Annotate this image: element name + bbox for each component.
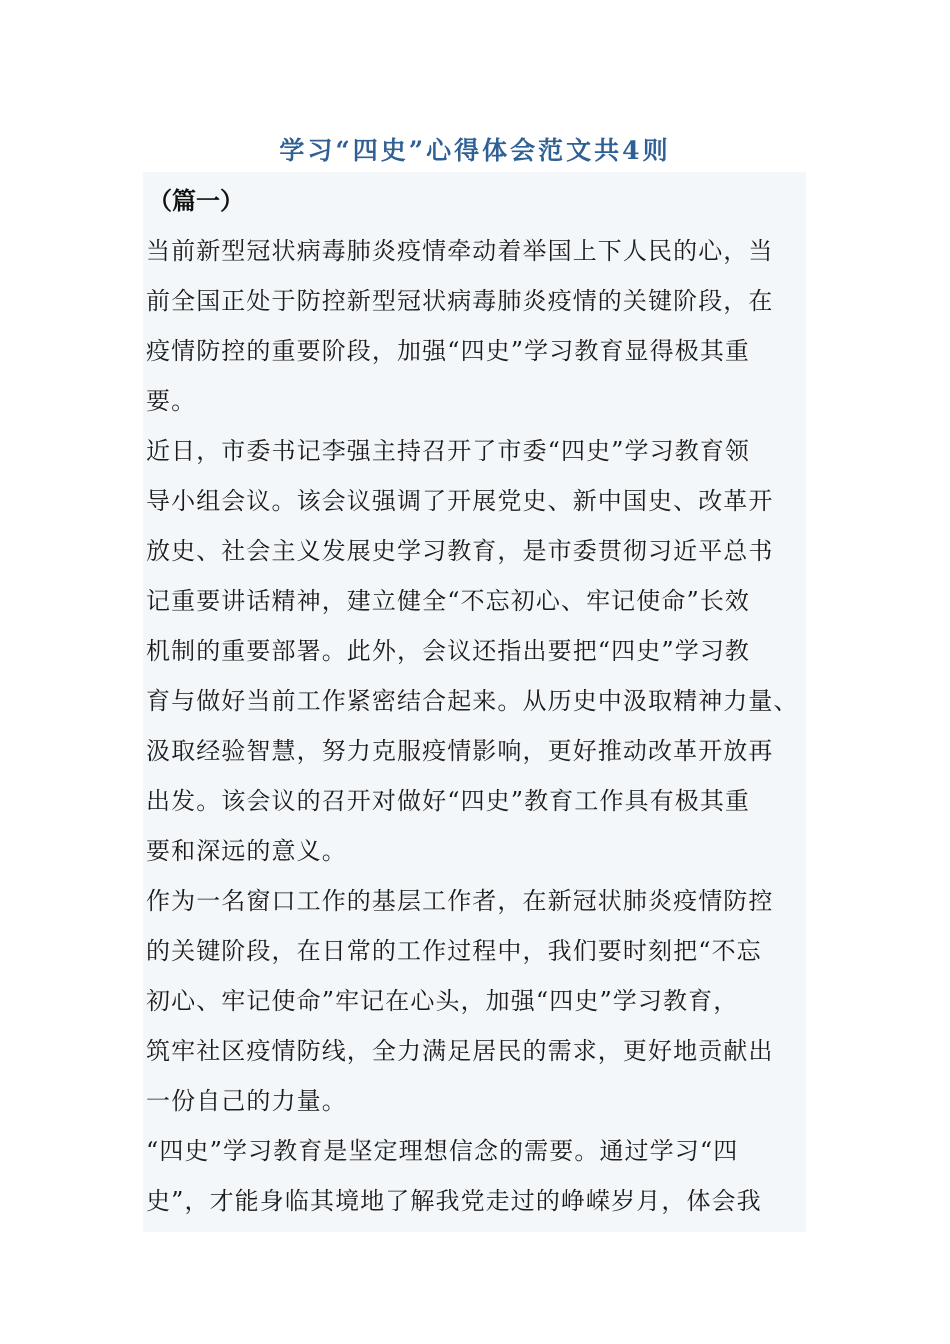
body-text	[146, 226, 806, 1226]
text-line: 疫情防控的重要阶段，加强“四史”学习教育显得极其重	[146, 337, 751, 365]
text-line: 记重要讲话精神，建立健全“不忘初心、牢记使命”长效	[146, 587, 751, 615]
text-line: 机制的重要部署。此外，会议还指出要把“四史”学习教	[146, 637, 751, 665]
text-line: 前全国正处于防控新型冠状病毒肺炎疫情的关键阶段，在	[146, 287, 774, 315]
text-line: 导小组会议。该会议强调了开展党史、新中国史、改革开	[146, 487, 774, 515]
text-line: 当前新型冠状病毒肺炎疫情牵动着举国上下人民的心，当	[146, 237, 774, 265]
section-heading: （篇一）	[148, 186, 244, 215]
text-line: 初心、牢记使命”牢记在心头，加强“四史”学习教育，	[146, 987, 739, 1015]
text-line: 史”，才能身临其境地了解我党走过的峥嵘岁月，体会我	[146, 1187, 762, 1215]
text-line: “四史”学习教育是坚定理想信念的需要。通过学习“四	[146, 1137, 739, 1165]
text-line: 汲取经验智慧，努力克服疫情影响，更好推动改革开放再	[146, 737, 774, 765]
page-title: 学习“四史”心得体会范文共4则	[279, 136, 671, 165]
text-line: 要和深远的意义。	[146, 837, 347, 865]
text-line: 要。	[146, 387, 197, 415]
text-line: 一份自己的力量。	[146, 1087, 347, 1115]
text-line: 作为一名窗口工作的基层工作者，在新冠状肺炎疫情防控	[146, 887, 774, 915]
text-line: 出发。该会议的召开对做好“四史”教育工作具有极其重	[146, 787, 751, 815]
text-line: 育与做好当前工作紧密结合起来。从历史中汲取精神力量、	[146, 687, 799, 715]
text-line: 筑牢社区疫情防线，全力满足居民的需求，更好地贡献出	[146, 1037, 774, 1065]
text-line: 的关键阶段，在日常的工作过程中，我们要时刻把“不忘	[146, 937, 762, 965]
text-line: 放史、社会主义发展史学习教育，是市委贯彻习近平总书	[146, 537, 774, 565]
text-line: 近日，市委书记李强主持召开了市委“四史”学习教育领	[146, 437, 751, 465]
